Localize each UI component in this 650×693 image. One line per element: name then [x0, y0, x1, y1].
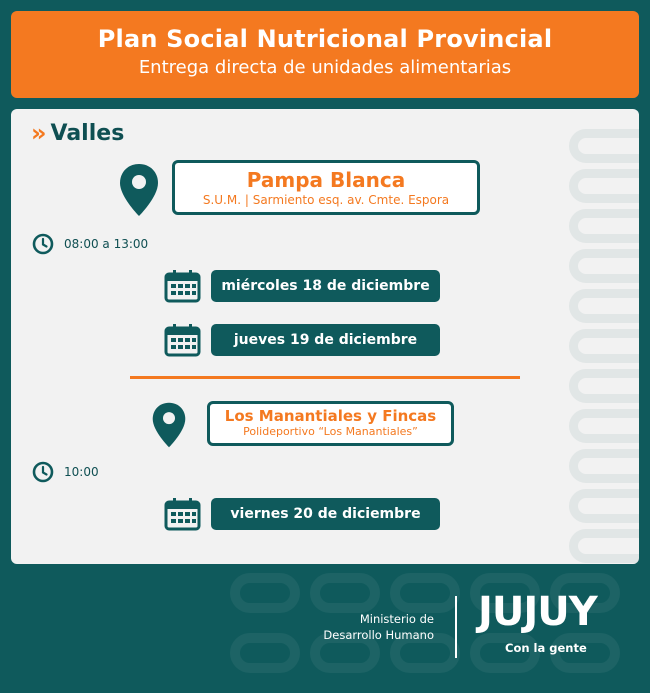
region-label: Valles: [50, 120, 125, 146]
header-banner: [11, 11, 639, 98]
page-subtitle: Entrega directa de unidades alimentarias: [138, 57, 512, 78]
ministry-line: Desarrollo Humano: [323, 628, 434, 642]
location-address: Polideportivo “Los Manantiales”: [243, 425, 418, 438]
location-address: S.U.M. | Sarmiento esq. av. Cmte. Espora: [202, 193, 450, 207]
location-name: Pampa Blanca: [246, 168, 406, 192]
clock-icon: [32, 461, 54, 483]
date-row: [164, 323, 440, 357]
time-row: [32, 461, 99, 483]
map-pin-icon: [117, 162, 161, 218]
map-pin-icon: [150, 401, 188, 449]
calendar-icon: [164, 497, 201, 531]
ministry-line: Ministerio de: [359, 612, 434, 626]
card-decoration: [549, 109, 639, 564]
date-pill: viernes 20 de diciembre: [211, 498, 440, 530]
location-box: [172, 160, 480, 215]
date-pill: jueves 19 de diciembre: [211, 324, 440, 356]
location-box: [207, 401, 454, 446]
date-row: [164, 497, 440, 531]
time-text: 08:00 a 13:00: [64, 237, 149, 251]
time-row: [32, 233, 148, 255]
date-pill: miércoles 18 de diciembre: [211, 270, 440, 302]
double-chevron-icon: »: [31, 119, 47, 147]
calendar-icon: [164, 269, 201, 303]
footer-separator: [455, 596, 457, 658]
region-heading: [31, 119, 124, 147]
schedule-card: [11, 109, 639, 564]
time-text: 10:00: [64, 465, 99, 479]
page-title: Plan Social Nutricional Provincial: [97, 25, 553, 53]
calendar-icon: [164, 323, 201, 357]
ministry-label: [300, 611, 434, 643]
date-row: [164, 269, 440, 303]
logo-tagline: Con la gente: [505, 641, 587, 655]
jujuy-logo: JUJUY: [478, 589, 597, 635]
clock-icon: [32, 233, 54, 255]
divider: [130, 376, 520, 379]
location-name: Los Manantiales y Fincas: [224, 407, 437, 425]
